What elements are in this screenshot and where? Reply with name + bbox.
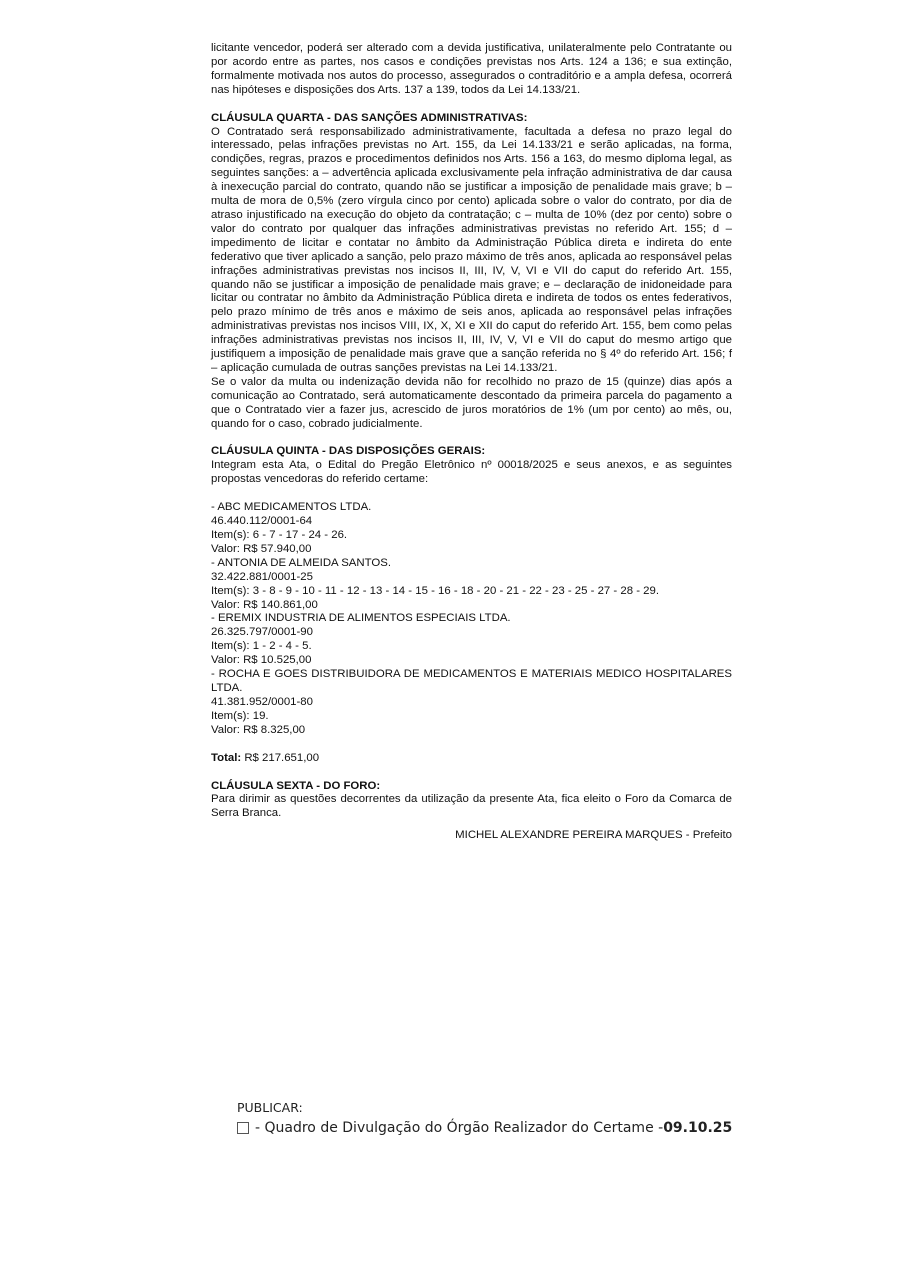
clausula-quarta-paragraph-2: Se o valor da multa ou indenização devida não for recolhido no prazo de 15 (quinze) dias após a comunicação ao Contratado, será automaticamente descontado da primeira parcela do pagamento a que o Contratado vier a fazer jus, acrescido de juros moratórios de 1% (um por cento) ao mês, ou, quando for o caso, cobrado judicialmente.	[211, 375, 732, 430]
total-value: R$ 217.651,00	[244, 751, 320, 764]
supplier-entry	[211, 557, 732, 613]
spacer	[211, 487, 732, 501]
supplier-value: Valor: R$ 140.861,00	[211, 598, 318, 611]
clausula-quinta-heading: CLÁUSULA QUINTA - DAS DISPOSIÇÕES GERAIS:	[211, 445, 486, 458]
supplier-entry	[211, 501, 732, 557]
supplier-name: - ANTONIA DE ALMEIDA SANTOS.	[211, 556, 391, 569]
clausula-quarta-heading: CLÁUSULA QUARTA - DAS SANÇÕES ADMINISTRATIVAS:	[211, 111, 528, 124]
supplier-items: Item(s): 6 - 7 - 17 - 24 - 26.	[211, 529, 348, 541]
clausula-quinta-paragraph: Integram esta Ata, o Edital do Pregão Eletrônico nº 00018/2025 e seus anexos, e as seguintes propostas vencedoras do referido certame:	[211, 459, 732, 486]
supplier-entry	[211, 668, 732, 738]
publish-label: PUBLICAR:	[237, 1100, 303, 1115]
supplier-name: - ROCHA E GOES DISTRIBUIDORA DE MEDICAMENTOS E MATERIAIS MEDICO HOSPITALARES LTDA.	[211, 668, 732, 694]
publish-date: 09.10.25	[663, 1120, 733, 1136]
supplier-name: - ABC MEDICAMENTOS LTDA.	[211, 501, 372, 514]
publish-checkbox[interactable]	[237, 1122, 249, 1134]
publish-option-text: - Quadro de Divulgação do Órgão Realizador do Certame -	[255, 1120, 664, 1136]
publish-section	[237, 1100, 797, 1137]
total-line	[211, 752, 732, 766]
supplier-name: - EREMIX INDUSTRIA DE ALIMENTOS ESPECIAIS LTDA.	[211, 612, 511, 625]
supplier-cnpj: 32.422.881/0001-25	[211, 570, 313, 583]
total-label: Total:	[211, 751, 242, 764]
supplier-value: Valor: R$ 10.525,00	[211, 654, 312, 667]
supplier-entry	[211, 612, 732, 668]
supplier-value: Valor: R$ 57.940,00	[211, 542, 312, 555]
supplier-list	[211, 501, 732, 737]
supplier-value: Valor: R$ 8.325,00	[211, 723, 306, 736]
supplier-items: Item(s): 19.	[211, 709, 269, 722]
spacer	[211, 821, 732, 829]
clausula-sexta-heading: CLÁUSULA SEXTA - DO FORO:	[211, 779, 381, 792]
spacer	[211, 431, 732, 445]
clausula-sexta-paragraph: Para dirimir as questões decorrentes da utilização da presente Ata, fica eleito o Foro da Comarca de Serra Branca.	[211, 793, 732, 820]
supplier-cnpj: 41.381.952/0001-80	[211, 695, 313, 708]
spacer	[211, 98, 732, 112]
publish-option	[237, 1119, 797, 1137]
clausula-quarta-paragraph-1: O Contratado será responsabilizado administrativamente, facultada a defesa no prazo legal do interessado, pelas infrações previstas no Art. 155, da Lei 14.133/21 e serão aplicadas, na forma, condições, regras, prazos e procedimentos definidos nos Arts. 156 a 163, do mesmo diploma legal, as seguintes sanções: a – advertência aplicada exclusivamente pela infração administrativa de dar causa à inexecução parcial do contrato, quando não se justificar a imposição de penalidade mais grave; b – multa de mora de 0,5% (zero vírgula cinco por cento) aplicada sobre o valor do contrato, por dia de atraso injustificado na execução do objeto da contratação; c – multa de 10% (dez por cento) sobre o valor do contrato por qualquer das infrações administrativas previstas no referido Art. 155; d – impedimento de licitar e contatar no âmbito da Administração Pública direta e indireta do ente federativo que tiver aplicado a sanção, pelo prazo máximo de três anos, aplicada ao responsável pelas infrações administrativas previstas nos incisos II, III, IV, V, VI e VII do caput do referido Art. 155, quando não se justificar a imposição de penalidade mais grave; e – declaração de inidoneidade para licitar ou contratar no âmbito da Administração Pública direta e indireta de todos os entes federativos, pelo prazo mínimo de três anos e máximo de seis anos, aplicada ao responsável pelas infrações administrativas previstas nos incisos VIII, IX, X, XI e XII do caput do referido Art. 155, bem como pelas infrações administrativas previstas nos incisos II, III, IV, V, VI e VII do caput do mesmo artigo que justifiquem a imposição de penalidade mais grave que a sanção referida no § 4º do referido Art. 156; f – aplicação cumulada de outras sanções previstas na Lei 14.133/21.	[211, 125, 732, 374]
spacer	[211, 766, 732, 780]
supplier-items: Item(s): 3 - 8 - 9 - 10 - 11 - 12 - 13 - 14 - 15 - 16 - 18 - 20 - 21 - 22 - 23 - 25 - 27 - 28 - 29.	[211, 584, 660, 597]
supplier-items: Item(s): 1 - 2 - 4 - 5.	[211, 640, 312, 653]
document-body	[211, 42, 732, 843]
supplier-cnpj: 26.325.797/0001-90	[211, 626, 313, 639]
intro-paragraph: licitante vencedor, poderá ser alterado com a devida justificativa, unilateralmente pelo Contratante ou por acordo entre as partes, nos casos e condições previstas nos Arts. 124 a 136; e sua extinção, formalmente motivada nos autos do processo, assegurados o contraditório e a ampla defesa, ocorrerá nas hipóteses e disposições dos Arts. 137 a 139, todos da Lei 14.133/21.	[211, 42, 732, 96]
signature: MICHEL ALEXANDRE PEREIRA MARQUES - Prefeito	[455, 829, 732, 842]
spacer	[211, 738, 732, 752]
supplier-cnpj: 46.440.112/0001-64	[211, 515, 313, 528]
